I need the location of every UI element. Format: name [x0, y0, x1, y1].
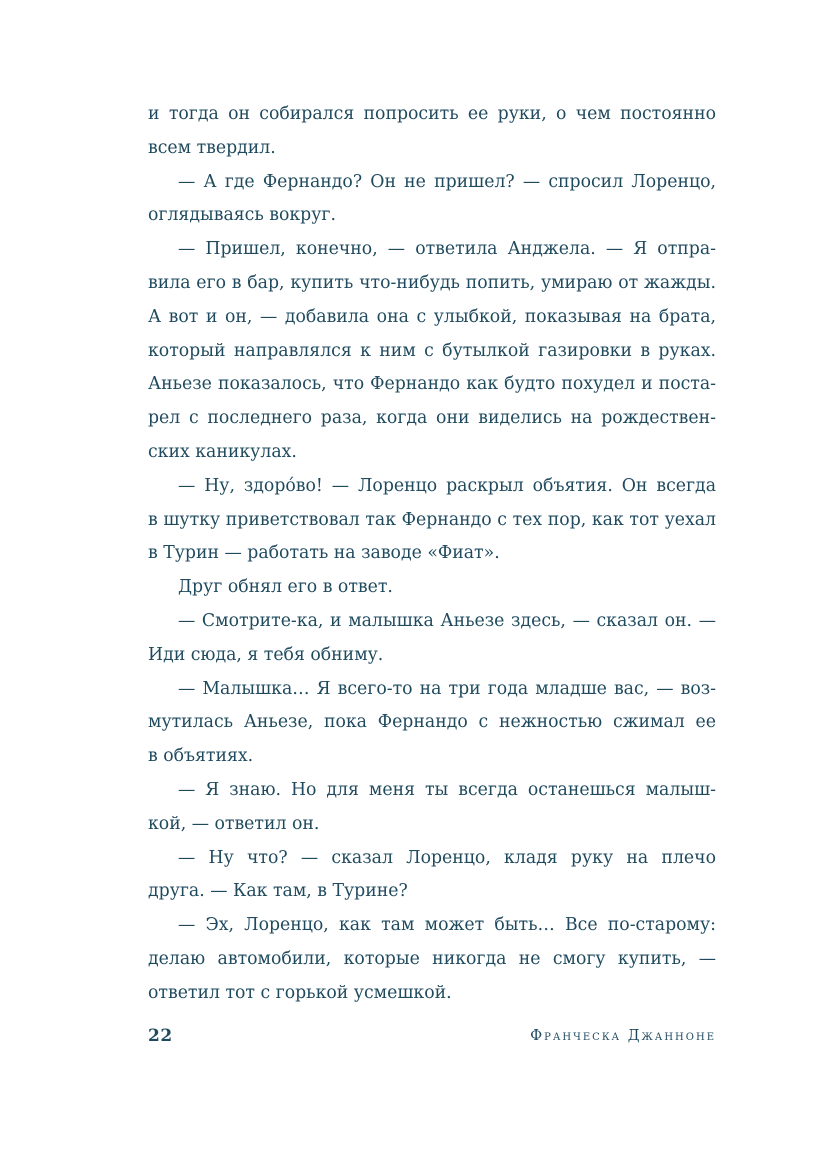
text-line: мутилась Аньезе, пока Фернандо с нежностью сжимал ее — [148, 712, 716, 733]
text-line: — А где Фернандо? Он не пришел? — спросил Лоренцо, — [178, 171, 716, 192]
text-line: ответил тот с горькой усмешкой. — [148, 982, 452, 1003]
text-line: и тогда он собирался попросить ее руки, о чем постоянно — [148, 104, 716, 124]
text-line: — Пришел, конечно, — ответила Анджела. — Я отпра- — [178, 239, 716, 260]
text-line: рел с последнего раза, когда они виделись на рождествен- — [148, 408, 716, 429]
text-line: в шутку приветствовал так Фернандо с тех пор, как тот уехал — [148, 509, 716, 530]
text-line: Иди сюда, я тебя обниму. — [148, 644, 384, 665]
text-line: оглядываясь вокруг. — [148, 205, 336, 226]
text-line: в Турин — работать на заводе «Фиат». — [148, 543, 500, 564]
text-line: всем твердил. — [148, 137, 276, 158]
text-line: — Малышка… Я всего-то на три года младше вас, — воз- — [178, 678, 716, 699]
text-line: вила его в бар, купить что-нибудь попить, умираю от жажды. — [148, 272, 716, 293]
body-text — [148, 98, 716, 1011]
text-line: — Я знаю. Но для меня ты всегда останешься малыш- — [178, 779, 716, 800]
text-line: который направлялся к ним с бутылкой газировки в руках. — [148, 340, 716, 361]
text-line: друга. — Как там, в Турине? — [148, 881, 408, 902]
text-line: Аньезе показалось, что Фернандо как будто похудел и поста- — [148, 374, 716, 395]
running-head-author: Франческа Джанноне — [530, 1028, 716, 1044]
page-footer — [148, 1026, 716, 1054]
text-line: — Смотрите-ка, и малышка Аньезе здесь, — сказал он. — — [178, 610, 716, 631]
text-line: ских каникулах. — [148, 441, 297, 462]
page-number: 22 — [148, 1026, 173, 1046]
text-line: Друг обнял его в ответ. — [178, 577, 393, 598]
text-line: — Ну, здоро́во! — Лоренцо раскрыл объятия. Он всегда — [178, 475, 716, 496]
text-line: в объятиях. — [148, 746, 254, 767]
text-line: кой, — ответил он. — [148, 813, 320, 834]
text-line: А вот и он, — добавила она с улыбкой, показывая на брата, — [148, 306, 716, 327]
text-line: — Ну что? — сказал Лоренцо, кладя руку на плечо — [178, 847, 716, 868]
text-line: — Эх, Лоренцо, как там может быть… Все по-старому: — [178, 915, 716, 936]
text-line: делаю автомобили, которые никогда не смогу купить, — — [148, 948, 716, 969]
